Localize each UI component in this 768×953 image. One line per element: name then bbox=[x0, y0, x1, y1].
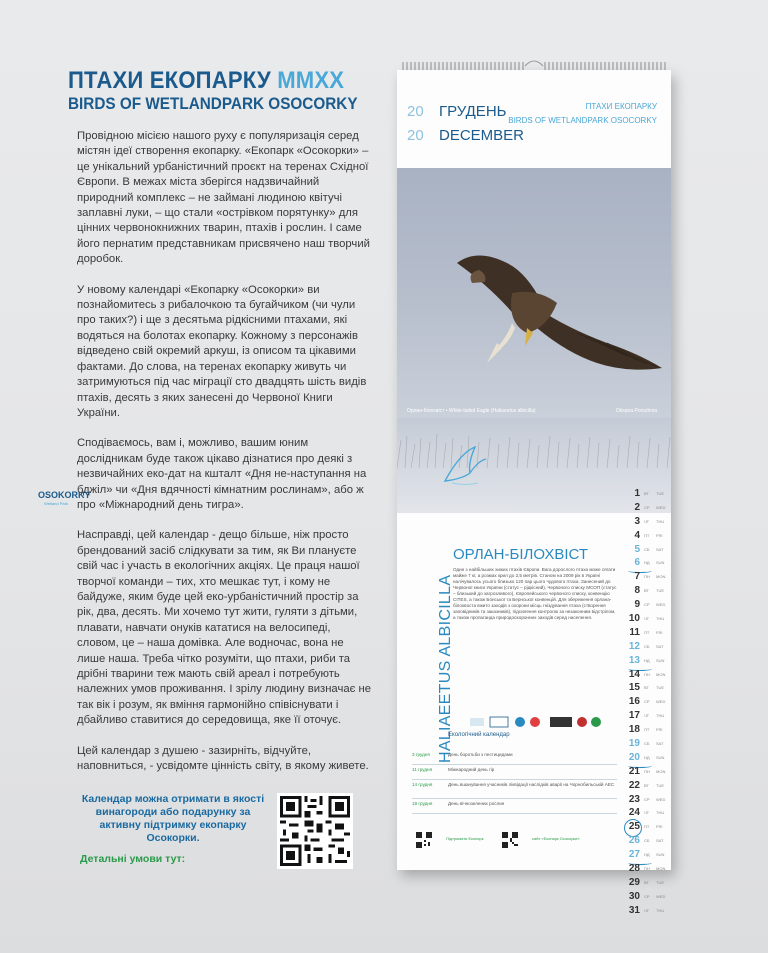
day-weekday-en: FRI bbox=[656, 532, 663, 538]
day-row bbox=[626, 905, 666, 919]
day-weekday-ua: ПТ bbox=[644, 629, 650, 635]
day-number: 17 bbox=[628, 710, 640, 722]
day-weekday-en: SAT bbox=[656, 838, 664, 844]
qr-code[interactable] bbox=[277, 793, 353, 869]
day-row bbox=[626, 835, 666, 849]
description bbox=[77, 129, 377, 789]
day-weekday-ua: ПН bbox=[644, 866, 650, 872]
day-weekday-ua: ЧТ bbox=[644, 518, 650, 524]
day-row bbox=[626, 766, 666, 780]
eco-event-row: 14 грудня День вшанування учасників ліквідації наслідків аварії на Чорнобильській АЕС bbox=[412, 782, 617, 799]
day-weekday-ua: ПТ bbox=[644, 727, 650, 733]
day-weekday-ua: ЧТ bbox=[644, 907, 650, 913]
day-weekday-ua: ВТ bbox=[644, 588, 649, 594]
day-weekday-ua: ПН bbox=[644, 671, 650, 677]
eco-event-row: 19 грудня День вічнозелених рослин bbox=[412, 801, 617, 814]
day-weekday-ua: СБ bbox=[644, 741, 650, 747]
day-weekday-en: SAT bbox=[656, 741, 664, 747]
day-number: 14 bbox=[628, 668, 640, 680]
day-weekday-en: SUN bbox=[656, 657, 665, 663]
day-weekday-en: TUE bbox=[656, 588, 664, 594]
day-weekday-en: WED bbox=[656, 504, 666, 510]
day-weekday-en: SAT bbox=[656, 546, 664, 552]
day-number: 12 bbox=[628, 640, 640, 652]
day-weekday-ua: ЧТ bbox=[644, 810, 650, 816]
day-weekday-ua: СР bbox=[644, 796, 650, 802]
day-number: 3 bbox=[634, 515, 640, 527]
day-weekday-ua: НД bbox=[644, 754, 650, 760]
day-number: 7 bbox=[634, 571, 640, 583]
day-weekday-ua: ЧТ bbox=[644, 616, 650, 622]
day-weekday-ua: ВТ bbox=[644, 782, 649, 788]
footer-qr-code[interactable] bbox=[502, 832, 518, 848]
day-row bbox=[626, 544, 666, 558]
paragraph-4: Насправді, цей календар - дещо більше, ніж просто брендований засіб слідкувати за тим, як Ви плануєте свій час і участь в екологічних акціях. Це праця нашої творчої команди – тих, хто мешкає тут, і кому не байдуже, яким буде цей еко-урбаністичний простір за рік, два, десять. Ми хочемо тут жити, гуляти з дітьми, плавати, навчати онуків кататися на велосипеді, словом, це – наша домівка. Але водночас, вона не лише наша. Треба чітко розуміти, що птахи, риби та дрібні тварини теж мають свій ареал і потребують належних умов проживання. І зрілу людину визначає не так вік і розум, як вміння гармонійно співіснувати і дбайливо ставитися до середовища, яке її оточує. bbox=[77, 529, 372, 727]
day-row bbox=[626, 821, 666, 835]
heading-block bbox=[68, 68, 368, 113]
day-weekday-en: MON bbox=[656, 866, 666, 872]
day-row bbox=[626, 849, 666, 863]
eco-event-row: 3 грудня День боротьби з пестицидами bbox=[412, 752, 617, 765]
days-column bbox=[626, 488, 666, 919]
day-number: 13 bbox=[628, 654, 640, 666]
day-weekday-ua: ПН bbox=[644, 574, 650, 580]
day-weekday-en: WED bbox=[656, 699, 666, 705]
day-weekday-ua: СБ bbox=[644, 643, 650, 649]
day-number: 10 bbox=[628, 613, 640, 625]
eco-calendar-title: Екологічний календар bbox=[448, 732, 510, 738]
day-weekday-en: MON bbox=[656, 671, 666, 677]
day-weekday-en: TUE bbox=[656, 685, 664, 691]
day-number: 5 bbox=[634, 543, 640, 555]
photo-credit: Oksana Porozhnia bbox=[615, 408, 657, 414]
day-number: 4 bbox=[634, 529, 640, 541]
day-number: 30 bbox=[628, 890, 640, 902]
day-weekday-ua: СР bbox=[644, 893, 650, 899]
day-row bbox=[626, 627, 666, 641]
day-weekday-en: THU bbox=[656, 810, 665, 816]
day-number: 11 bbox=[629, 626, 640, 638]
day-weekday-ua: СР bbox=[644, 504, 650, 510]
day-weekday-en: THU bbox=[656, 713, 665, 719]
day-row bbox=[626, 752, 666, 766]
day-row bbox=[626, 516, 666, 530]
logo-text: OSOKORKY bbox=[38, 490, 91, 500]
day-row bbox=[626, 724, 666, 738]
page-title: ПТАХИ ЕКОПАРКУ MMXX bbox=[68, 67, 345, 94]
day-number: 15 bbox=[628, 682, 640, 694]
day-weekday-en: THU bbox=[656, 907, 665, 913]
logo-subtitle: Wetland Park bbox=[44, 501, 68, 506]
day-weekday-en: THU bbox=[656, 518, 665, 524]
day-number: 8 bbox=[634, 585, 640, 597]
day-row bbox=[626, 613, 666, 627]
day-number: 21 bbox=[628, 765, 640, 777]
day-number: 28 bbox=[628, 863, 640, 875]
calendar-year: 20 20 bbox=[407, 103, 424, 144]
day-row bbox=[626, 891, 666, 905]
info-note: Календар можна отримати в якості винагороди або подарунку за активну підтримку екопарку Осокорки. bbox=[81, 793, 265, 844]
eco-event-row: 11 грудня Міжнародний день гір bbox=[412, 767, 617, 780]
day-row bbox=[626, 599, 666, 613]
day-number: 18 bbox=[628, 724, 640, 736]
day-number: 20 bbox=[628, 751, 640, 763]
day-row bbox=[626, 585, 666, 599]
day-row bbox=[626, 655, 666, 669]
page-subtitle: BIRDS OF WETLANDPARK OSOCORKY bbox=[68, 94, 358, 113]
day-weekday-en: FRI bbox=[656, 824, 663, 830]
day-number: 1 bbox=[634, 488, 640, 499]
day-weekday-ua: ПН bbox=[644, 768, 650, 774]
species-title: ОРЛАН-БІЛОХВІСТ bbox=[453, 546, 589, 563]
day-weekday-en: SUN bbox=[656, 754, 665, 760]
day-row bbox=[626, 780, 666, 794]
eagle-photo bbox=[397, 168, 671, 513]
day-weekday-en: SUN bbox=[656, 852, 665, 858]
day-number: 2 bbox=[634, 501, 640, 513]
day-weekday-en: FRI bbox=[656, 629, 663, 635]
day-row bbox=[626, 877, 666, 891]
day-row bbox=[626, 641, 666, 655]
day-weekday-en: TUE bbox=[656, 491, 664, 496]
paragraph-1: Провідною місією нашого руху є популяризація серед містян ідеї створення екопарку. «Екопарк «Осокорки» – це унікальний урбаністичний проєкт на теренах Східної Європи. В межах міста зберігся надзвичайний природний комплекс – не займані людиною квітучі заплавні луки, – що стали «острівком порятунку» для цінних червонокнижних тварин, птахів і рослин. І саме його пернатим представникам присвячено наш творчий доробок. bbox=[77, 130, 370, 266]
day-number: 22 bbox=[628, 779, 640, 791]
eagle-illustration bbox=[397, 168, 671, 513]
day-weekday-ua: СР bbox=[644, 602, 650, 608]
day-weekday-en: FRI bbox=[656, 727, 663, 733]
day-row bbox=[626, 571, 666, 585]
paragraph-2: У новому календарі «Екопарку «Осокорки» ви познайомитесь з рибалочкою та бугайчиком (чи чули про таких?) і ще з десятьма рідкісними птахами, які водяться на болотах екопарку. Кожному з персонажів відведено свій окремий аркуш, із описом та цікавими фактами. До слова, на теренах екопарку живуть чи затримуються під час міграції сто двадцять шість видів птахів, десять з яких занесені до Червоної Книги України. bbox=[77, 283, 367, 419]
latin-name: HALIAEETUS ALBICILLA bbox=[437, 574, 454, 763]
day-weekday-ua: ПТ bbox=[644, 824, 650, 830]
day-weekday-ua: НД bbox=[644, 657, 650, 663]
day-number: 29 bbox=[628, 876, 640, 888]
day-weekday-en: THU bbox=[656, 616, 665, 622]
footer-qr-code[interactable] bbox=[416, 832, 432, 848]
partner-logos bbox=[470, 715, 610, 729]
day-weekday-ua: СБ bbox=[644, 838, 650, 844]
day-number: 16 bbox=[628, 696, 640, 708]
day-row bbox=[626, 696, 666, 710]
day-weekday-en: MON bbox=[656, 574, 666, 580]
day-number: 6 bbox=[634, 557, 640, 569]
calendar-month: ГРУДЕНЬ DECEMBER bbox=[439, 103, 525, 144]
day-weekday-en: MON bbox=[656, 768, 666, 774]
calendar-header-title: ПТАХИ ЕКОПАРКУ BIRDS OF WETLANDPARK OSOCORKY bbox=[508, 102, 657, 125]
paragraph-5: Цей календар з душею - зазирніть, відчуйте, наповниться, - усвідомте цінність світу, в якому живете. bbox=[77, 744, 369, 773]
day-row bbox=[626, 738, 666, 752]
day-number: 24 bbox=[628, 807, 640, 819]
day-row bbox=[626, 488, 666, 502]
photo-caption: Орлан-білохвіст • White-tailed Eagle (Haliaeetus albicilla) bbox=[407, 408, 536, 414]
day-weekday-ua: ЧТ bbox=[644, 713, 650, 719]
day-number: 31 bbox=[628, 904, 640, 916]
day-row bbox=[626, 502, 666, 516]
day-number: 25 bbox=[628, 821, 640, 833]
day-weekday-en: WED bbox=[656, 796, 666, 802]
day-weekday-en: WED bbox=[656, 893, 666, 899]
day-weekday-ua: ВТ bbox=[644, 685, 649, 691]
day-row bbox=[626, 794, 666, 808]
day-number: 19 bbox=[628, 738, 640, 750]
day-weekday-ua: НД bbox=[644, 560, 650, 566]
paragraph-3: Сподіваємось, вам і, можливо, вашим юним дослідникам буде також цікаво дізнатися про деякі з незвичайних еко-дат на кшталт «Дня не-наступання на бджіл» чи «Дня вдячності кімнатним рослинам», або ж про «Міжнародний день тигра». bbox=[77, 437, 367, 511]
day-row bbox=[626, 710, 666, 724]
day-number: 26 bbox=[628, 835, 640, 847]
day-weekday-en: WED bbox=[656, 602, 666, 608]
day-row bbox=[626, 557, 666, 571]
day-weekday-ua: СР bbox=[644, 699, 650, 705]
day-row bbox=[626, 863, 666, 877]
day-weekday-ua: СБ bbox=[644, 546, 650, 552]
day-weekday-en: SUN bbox=[656, 560, 665, 566]
footer-site: сайт «Екопарк Осокорки» bbox=[532, 836, 580, 841]
day-number: 9 bbox=[634, 599, 640, 611]
day-number: 27 bbox=[628, 849, 640, 861]
day-weekday-en: TUE bbox=[656, 782, 664, 788]
day-weekday-en: TUE bbox=[656, 879, 664, 885]
species-description: Один з найбільших хижих птахів Європи. Вага дорослого птаха може сягати майже 7 кг, а розмах крил до 2,5 метрів. Станом на 2009 рік в Україні налічувалось усього близько 120 пар цього чудового птаха. Занесений до Червоної книги України (статус – рідкісний), Червоного списку МСОП (статус – близький до загрозливого), Європейського червоного списку, конвенцію CITES, а також Бонської та Бернської конвенцій. Для збереження орлана-білохвоста вжито заходів з охорони місць гніздування птаха (створення заповідників та заказників), підсилення контролю за незаконним відстрілом, а також пропаганда природоохоронних заходів серед населення. bbox=[453, 567, 617, 620]
day-row bbox=[626, 530, 666, 544]
day-number: 23 bbox=[628, 793, 640, 805]
day-weekday-ua: ПТ bbox=[644, 532, 650, 538]
day-weekday-ua: ВТ bbox=[644, 491, 649, 496]
details-link[interactable]: Детальні умови тут: bbox=[80, 853, 186, 865]
day-weekday-en: SAT bbox=[656, 643, 664, 649]
day-row bbox=[626, 669, 666, 683]
day-weekday-ua: ВТ bbox=[644, 879, 649, 885]
osokorky-logo-icon bbox=[440, 443, 490, 489]
footer-support: Підтримати Екопарк bbox=[446, 836, 484, 841]
day-weekday-ua: НД bbox=[644, 852, 650, 858]
day-row bbox=[626, 682, 666, 696]
